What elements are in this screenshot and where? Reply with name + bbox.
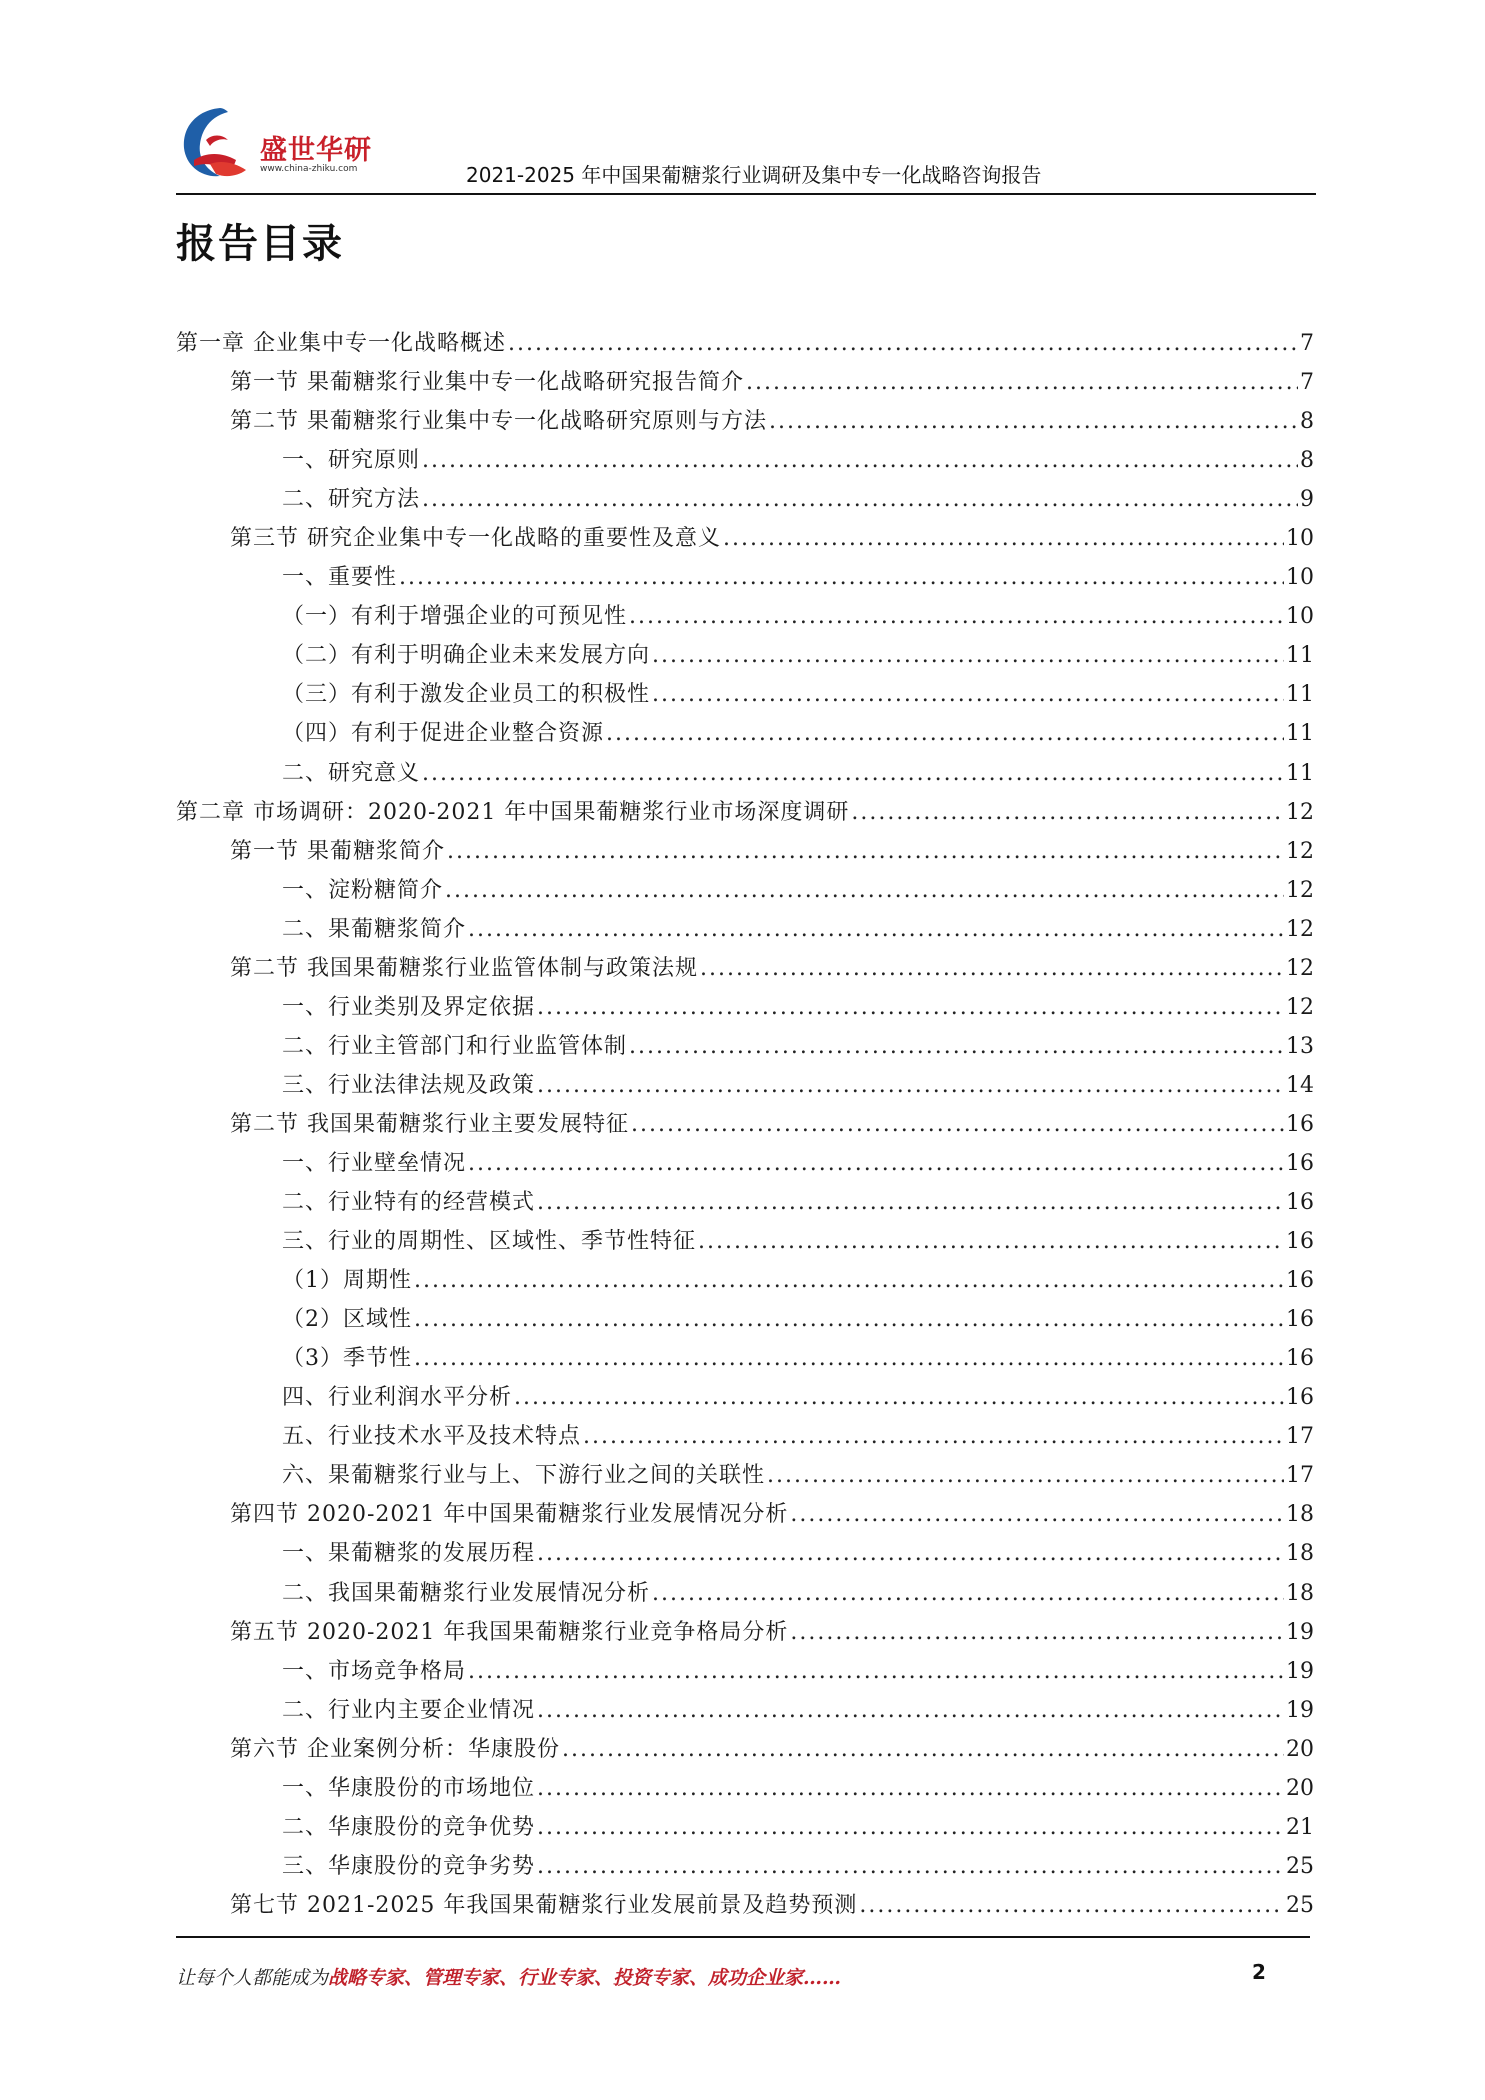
toc-dot-leader [769, 409, 1298, 434]
toc-entry-page: 12 [1286, 955, 1314, 981]
toc-dot-leader [414, 1346, 1284, 1371]
toc-entry-page: 7 [1300, 331, 1314, 356]
toc-dot-leader [537, 1190, 1284, 1215]
toc-entry-page: 11 [1286, 721, 1314, 747]
toc-dot-leader [537, 1073, 1284, 1098]
toc-entry[interactable] [176, 1224, 1314, 1263]
toc-dot-leader [723, 526, 1284, 551]
toc-entry[interactable] [176, 677, 1314, 716]
toc-dot-leader [652, 643, 1284, 668]
toc-dot-leader [468, 1659, 1284, 1684]
toc-entry[interactable] [176, 1732, 1314, 1771]
toc-entry-label: 第六节 企业案例分析：华康股份 [230, 1736, 560, 1762]
footer-slogan-accent: 战略专家、管理专家、行业专家、投资专家、成功企业家…… [328, 1967, 842, 1989]
footer-slogan-lead: 让每个人都能成为 [176, 1967, 329, 1989]
toc-entry[interactable] [176, 560, 1314, 599]
toc-entry-page: 16 [1286, 1307, 1314, 1333]
toc-entry[interactable] [176, 443, 1314, 482]
toc-entry[interactable] [176, 951, 1314, 990]
toc-dot-leader [606, 721, 1284, 746]
toc-entry[interactable] [176, 1263, 1314, 1302]
toc-entry[interactable] [176, 1419, 1314, 1458]
toc-dot-leader [746, 370, 1298, 395]
toc-entry-label: 五、行业技术水平及技术特点 [282, 1424, 582, 1450]
toc-dot-leader [652, 682, 1284, 707]
toc-dot-leader [583, 1424, 1284, 1449]
toc-dot-leader [537, 1854, 1284, 1879]
toc-entry-page: 18 [1286, 1580, 1314, 1606]
toc-entry[interactable] [176, 1107, 1314, 1146]
toc-entry-label: 一、果葡糖浆的发展历程 [282, 1541, 536, 1567]
toc-entry-page: 19 [1286, 1658, 1314, 1684]
toc-entry-page: 7 [1300, 370, 1314, 396]
toc-dot-leader [468, 917, 1284, 942]
toc-entry[interactable] [176, 1185, 1314, 1224]
toc-entry[interactable] [176, 1068, 1314, 1107]
toc-entry[interactable] [176, 716, 1314, 755]
toc-entry-page: 16 [1286, 1268, 1314, 1294]
toc-entry-page: 16 [1286, 1229, 1314, 1255]
toc-entry-page: 19 [1286, 1619, 1314, 1645]
toc-entry-label: 三、行业的周期性、区域性、季节性特征 [282, 1229, 697, 1255]
toc-dot-leader [422, 761, 1284, 786]
toc-entry[interactable] [176, 1146, 1314, 1185]
toc-entry[interactable] [176, 1029, 1314, 1068]
toc-entry-page: 17 [1286, 1424, 1314, 1450]
toc-entry-label: 第七节 2021-2025 年我国果葡糖浆行业发展前景及趋势预测 [230, 1892, 858, 1918]
toc-dot-leader [537, 1815, 1284, 1840]
toc-entry-label: （3）季节性 [282, 1346, 412, 1372]
toc-entry-label: 第四节 2020-2021 年中国果葡糖浆行业发展情况分析 [230, 1502, 789, 1528]
toc-entry-page: 20 [1286, 1736, 1314, 1762]
toc-entry-label: 六、果葡糖浆行业与上、下游行业之间的关联性 [282, 1463, 766, 1489]
toc-dot-leader [447, 839, 1284, 864]
company-logo [176, 104, 406, 184]
toc-entry-label: （2）区域性 [282, 1307, 412, 1333]
toc-entry-label: 四、行业利润水平分析 [282, 1385, 513, 1411]
toc-entry-label: 三、华康股份的竞争劣势 [282, 1853, 536, 1879]
toc-entry[interactable] [176, 1536, 1314, 1575]
toc-entry-label: 一、行业壁垒情况 [282, 1150, 467, 1176]
toc-entry-label: 二、行业主管部门和行业监管体制 [282, 1033, 628, 1059]
toc-entry-page: 18 [1286, 1502, 1314, 1528]
toc-entry-page: 10 [1286, 565, 1314, 591]
toc-entry[interactable] [176, 990, 1314, 1029]
toc-entry-label: 二、我国果葡糖浆行业发展情况分析 [282, 1580, 651, 1606]
toc-entry-label: （1）周期性 [282, 1268, 412, 1294]
page-number: 2 [1252, 1960, 1266, 1984]
toc-entry-label: 第二节 我国果葡糖浆行业主要发展特征 [230, 1111, 629, 1137]
toc-entry-label: 二、研究意义 [282, 760, 421, 786]
toc-dot-leader [652, 1581, 1284, 1606]
toc-entry[interactable] [176, 1341, 1314, 1380]
toc-dot-leader [422, 487, 1298, 512]
toc-entry-page: 12 [1286, 838, 1314, 864]
table-of-contents [176, 326, 1314, 1927]
toc-dot-leader [537, 1776, 1284, 1801]
toc-entry[interactable] [176, 1849, 1314, 1888]
toc-dot-leader [698, 1229, 1284, 1254]
toc-entry[interactable] [176, 834, 1314, 873]
toc-entry-label: 第一章 企业集中专一化战略概述 [176, 331, 506, 356]
toc-entry-label: 二、行业特有的经营模式 [282, 1190, 536, 1216]
toc-entry[interactable] [176, 404, 1314, 443]
footer-slogan [176, 1963, 841, 1990]
toc-dot-leader [790, 1620, 1284, 1645]
toc-entry-label: 二、行业内主要企业情况 [282, 1697, 536, 1723]
toc-entry-page: 16 [1286, 1190, 1314, 1216]
toc-entry-page: 16 [1286, 1385, 1314, 1411]
toc-entry-page: 18 [1286, 1541, 1314, 1567]
toc-entry-label: 一、华康股份的市场地位 [282, 1775, 536, 1801]
toc-entry[interactable] [176, 326, 1314, 365]
toc-entry[interactable] [176, 1615, 1314, 1654]
toc-entry-label: （三）有利于激发企业员工的积极性 [282, 682, 651, 708]
toc-entry[interactable] [176, 638, 1314, 677]
toc-entry-page: 14 [1286, 1072, 1314, 1098]
toc-entry-label: 第五节 2020-2021 年我国果葡糖浆行业竞争格局分析 [230, 1619, 789, 1645]
toc-dot-leader [629, 1034, 1284, 1059]
toc-entry[interactable] [176, 1888, 1314, 1927]
toc-entry-label: 第二节 果葡糖浆行业集中专一化战略研究原则与方法 [230, 409, 767, 435]
toc-entry-page: 11 [1286, 682, 1314, 708]
toc-dot-leader [537, 1541, 1284, 1566]
toc-entry-label: 第三节 研究企业集中专一化战略的重要性及意义 [230, 526, 721, 552]
toc-entry-page: 16 [1286, 1111, 1314, 1137]
toc-entry-label: 一、重要性 [282, 565, 398, 591]
toc-entry-label: 三、行业法律法规及政策 [282, 1072, 536, 1098]
toc-dot-leader [414, 1268, 1284, 1293]
toc-entry[interactable] [176, 1654, 1314, 1693]
toc-entry-page: 19 [1286, 1697, 1314, 1723]
toc-entry[interactable] [176, 1576, 1314, 1615]
toc-entry-label: 第二节 我国果葡糖浆行业监管体制与政策法规 [230, 955, 698, 981]
toc-entry-page: 13 [1286, 1033, 1314, 1059]
toc-entry-label: 第一节 果葡糖浆行业集中专一化战略研究报告简介 [230, 370, 744, 396]
toc-dot-leader [629, 604, 1284, 629]
toc-entry-page: 12 [1286, 799, 1314, 825]
toc-entry-label: （一）有利于增强企业的可预见性 [282, 604, 628, 630]
toc-dot-leader [468, 1151, 1284, 1176]
toc-entry-page: 10 [1286, 604, 1314, 630]
toc-entry[interactable] [176, 482, 1314, 521]
toc-dot-leader [508, 331, 1298, 356]
footer-divider [176, 1936, 1310, 1938]
toc-dot-leader [767, 1463, 1284, 1488]
toc-entry-page: 16 [1286, 1150, 1314, 1176]
toc-entry[interactable] [176, 795, 1314, 834]
toc-entry[interactable] [176, 1302, 1314, 1341]
toc-entry[interactable] [176, 912, 1314, 951]
toc-entry-page: 10 [1286, 526, 1314, 552]
toc-dot-leader [422, 448, 1298, 473]
toc-entry-page: 9 [1300, 487, 1314, 513]
toc-entry-label: 二、研究方法 [282, 487, 421, 513]
toc-entry-page: 21 [1286, 1814, 1314, 1840]
logo-emblem-icon [176, 104, 260, 184]
toc-entry[interactable] [176, 1771, 1314, 1810]
toc-entry-label: （四）有利于促进企业整合资源 [282, 721, 605, 747]
toc-dot-leader [859, 1893, 1284, 1918]
toc-entry-page: 11 [1286, 643, 1314, 669]
toc-entry-page: 12 [1286, 877, 1314, 903]
toc-entry[interactable] [176, 756, 1314, 795]
toc-dot-leader [514, 1385, 1284, 1410]
logo-url: www.china-zhiku.com [260, 164, 358, 174]
toc-entry-label: （二）有利于明确企业未来发展方向 [282, 643, 651, 669]
toc-dot-leader [851, 800, 1284, 825]
toc-entry-label: 第二章 市场调研：2020-2021 年中国果葡糖浆行业市场深度调研 [176, 799, 850, 825]
toc-dot-leader [537, 995, 1284, 1020]
toc-dot-leader [700, 956, 1284, 981]
toc-dot-leader [537, 1698, 1284, 1723]
logo-name: 盛世华研 [260, 135, 372, 166]
toc-entry-page: 16 [1286, 1346, 1314, 1372]
toc-entry-label: 二、华康股份的竞争优势 [282, 1814, 536, 1840]
toc-entry-page: 8 [1300, 409, 1314, 435]
toc-entry-page: 25 [1286, 1892, 1314, 1918]
toc-entry[interactable] [176, 1810, 1314, 1849]
toc-entry-label: 一、市场竞争格局 [282, 1658, 467, 1684]
toc-entry[interactable] [176, 1497, 1314, 1536]
toc-entry-page: 25 [1286, 1853, 1314, 1879]
toc-entry-label: 二、果葡糖浆简介 [282, 916, 467, 942]
toc-dot-leader [445, 878, 1284, 903]
header-divider [176, 193, 1316, 195]
page-title: 报告目录 [176, 221, 344, 267]
toc-entry-page: 12 [1286, 994, 1314, 1020]
toc-entry[interactable] [176, 873, 1314, 912]
toc-dot-leader [790, 1502, 1284, 1527]
toc-entry-page: 17 [1286, 1463, 1314, 1489]
toc-entry-page: 11 [1286, 760, 1314, 786]
toc-entry[interactable] [176, 521, 1314, 560]
toc-entry[interactable] [176, 1693, 1314, 1732]
toc-dot-leader [631, 1112, 1284, 1137]
toc-entry-label: 一、淀粉糖简介 [282, 877, 444, 903]
toc-dot-leader [562, 1737, 1284, 1762]
toc-entry-page: 20 [1286, 1775, 1314, 1801]
toc-entry[interactable] [176, 599, 1314, 638]
toc-entry-label: 第一节 果葡糖浆简介 [230, 838, 445, 864]
toc-entry-page: 12 [1286, 916, 1314, 942]
toc-dot-leader [399, 565, 1284, 590]
toc-entry-label: 一、研究原则 [282, 448, 421, 474]
toc-entry-page: 8 [1300, 448, 1314, 474]
report-header-title: 2021-2025 年中国果葡糖浆行业调研及集中专一化战略咨询报告 [466, 163, 1042, 187]
toc-dot-leader [414, 1307, 1284, 1332]
toc-entry[interactable] [176, 365, 1314, 404]
toc-entry[interactable] [176, 1380, 1314, 1419]
toc-entry[interactable] [176, 1458, 1314, 1497]
toc-entry-label: 一、行业类别及界定依据 [282, 994, 536, 1020]
